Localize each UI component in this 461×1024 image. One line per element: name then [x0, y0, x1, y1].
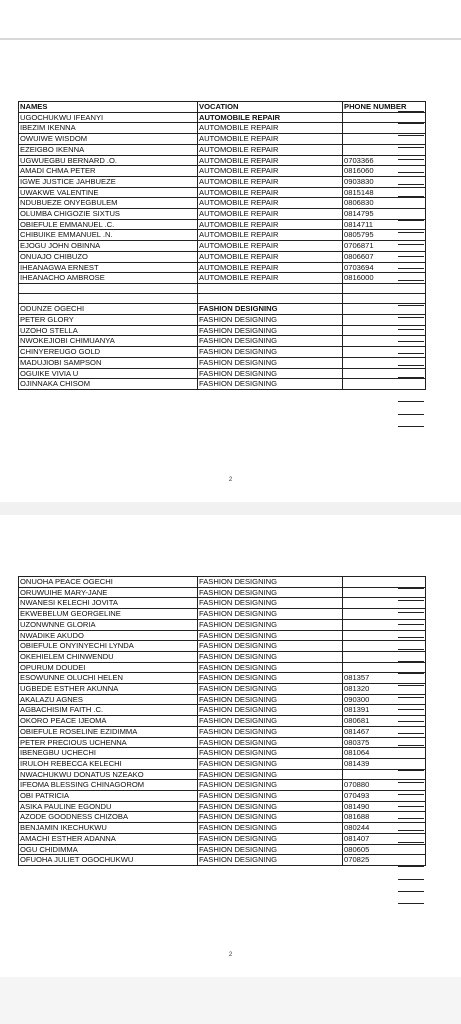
phone-cell: [343, 325, 426, 336]
table-row: [19, 716, 426, 727]
vocation-cell: FASHION DESIGNING: [198, 791, 343, 802]
vocation-cell: FASHION DESIGNING: [198, 304, 343, 315]
margin-rule: [398, 637, 424, 638]
phone-cell: 0816000: [343, 273, 426, 284]
vocation-cell: AUTOMOBILE REPAIR: [198, 219, 343, 230]
vocation-table-page-1: [18, 101, 426, 390]
table-row: [19, 209, 426, 220]
margin-rule: [398, 244, 424, 245]
vocation-cell: AUTOMOBILE REPAIR: [198, 187, 343, 198]
margin-rule: [398, 866, 424, 867]
vocation-cell: FASHION DESIGNING: [198, 812, 343, 823]
name-cell: UZONWNNE GLORIA: [19, 619, 198, 630]
vocation-cell: AUTOMOBILE REPAIR: [198, 198, 343, 209]
header-phone: PHONE NUMBER: [343, 102, 426, 113]
vocation-cell: FASHION DESIGNING: [198, 598, 343, 609]
margin-rule: [398, 317, 424, 318]
margin-rule: [398, 111, 424, 112]
name-cell: NWADIKE AKUDO: [19, 630, 198, 641]
top-page-edge: [0, 0, 461, 40]
document-page-2: [0, 515, 461, 977]
name-cell: AGBACHISIM FAITH .C.: [19, 705, 198, 716]
table-row: [19, 587, 426, 598]
table-row: [19, 705, 426, 716]
margin-rule: [398, 184, 424, 185]
table-row: [19, 368, 426, 379]
phone-cell: [343, 609, 426, 620]
table-row: [19, 241, 426, 252]
margin-rule: [398, 147, 424, 148]
margin-rule: [398, 353, 424, 354]
phone-cell: [343, 379, 426, 390]
margin-rule: [398, 612, 424, 613]
phone-cell: 0703694: [343, 262, 426, 273]
name-cell: EZEIGBO IKENNA: [19, 144, 198, 155]
name-cell: ODUNZE OGECHI: [19, 304, 198, 315]
name-cell: ORUWUIHE MARY-JANE: [19, 587, 198, 598]
vocation-cell: FASHION DESIGNING: [198, 336, 343, 347]
margin-rule: [398, 123, 424, 124]
name-cell: OFUOHA JULIET OGOCHUKWU: [19, 855, 198, 866]
name-cell: NWOKEJIOBI CHIMUANYA: [19, 336, 198, 347]
table-row: [19, 198, 426, 209]
name-cell: IRULOH REBECCA KELECHI: [19, 758, 198, 769]
vocation-cell: AUTOMOBILE REPAIR: [198, 155, 343, 166]
vocation-cell: FASHION DESIGNING: [198, 641, 343, 652]
margin-rule: [398, 576, 424, 577]
name-cell: AMADI CHMA PETER: [19, 166, 198, 177]
margin-rule: [398, 745, 424, 746]
vocation-cell: FASHION DESIGNING: [198, 694, 343, 705]
name-cell: EKWEBELUM GEORGELINE: [19, 609, 198, 620]
name-cell: OPURUM DOUDEI: [19, 662, 198, 673]
table-row: [19, 641, 426, 652]
page-gap-bottom: [0, 977, 461, 1024]
name-cell: ESOWUNNE OLUCHI HELEN: [19, 673, 198, 684]
margin-rule: [398, 414, 424, 415]
phone-cell: 081688: [343, 812, 426, 823]
vocation-cell: AUTOMOBILE REPAIR: [198, 123, 343, 134]
table-row: [19, 769, 426, 780]
margin-rule: [398, 389, 424, 390]
table-row: [19, 651, 426, 662]
margin-rule: [398, 649, 424, 650]
name-cell: ONUOHA PEACE OGECHI: [19, 577, 198, 588]
name-cell: EJOGU JOHN OBINNA: [19, 241, 198, 252]
vocation-cell: FASHION DESIGNING: [198, 630, 343, 641]
margin-rule: [398, 830, 424, 831]
table-row: [19, 823, 426, 834]
vocation-cell: AUTOMOBILE REPAIR: [198, 209, 343, 220]
table-row: [19, 357, 426, 368]
vocation-cell: FASHION DESIGNING: [198, 609, 343, 620]
phone-cell: 070493: [343, 791, 426, 802]
margin-rule: [398, 159, 424, 160]
phone-cell: 0806607: [343, 251, 426, 262]
margin-rule: [398, 842, 424, 843]
vocation-cell: FASHION DESIGNING: [198, 357, 343, 368]
table-header-row: [19, 102, 426, 113]
name-cell: CHINYEREUGO GOLD: [19, 347, 198, 358]
margin-rule: [398, 208, 424, 209]
name-cell: NWACHUKWU DONATUS NZEAKO: [19, 769, 198, 780]
name-cell: MADUJIOBI SAMPSON: [19, 357, 198, 368]
margin-rule: [398, 673, 424, 674]
table-row: [19, 844, 426, 855]
margin-rule: [398, 879, 424, 880]
name-cell: OBIEFULE ONYINYECHI LYNDA: [19, 641, 198, 652]
phone-cell: [343, 294, 426, 304]
header-vocation: VOCATION: [198, 102, 343, 113]
table-row: [19, 166, 426, 177]
name-cell: BENJAMIN IKECHUKWU: [19, 823, 198, 834]
vocation-cell: FASHION DESIGNING: [198, 780, 343, 791]
margin-rule: [398, 256, 424, 257]
name-cell: NDUBUEZE ONYEGBULEM: [19, 198, 198, 209]
margin-rule: [398, 661, 424, 662]
margin-rule: [398, 854, 424, 855]
margin-rule: [398, 172, 424, 173]
table-row: [19, 336, 426, 347]
name-cell: UWAKWE VALENTINE: [19, 187, 198, 198]
vocation-cell: FASHION DESIGNING: [198, 748, 343, 759]
phone-cell: 081439: [343, 758, 426, 769]
margin-rule: [398, 588, 424, 589]
vocation-cell: AUTOMOBILE REPAIR: [198, 251, 343, 262]
margin-rule: [398, 600, 424, 601]
table-row: [19, 283, 426, 293]
vocation-cell: [198, 294, 343, 304]
name-cell: UZOHO STELLA: [19, 325, 198, 336]
vocation-cell: FASHION DESIGNING: [198, 379, 343, 390]
margin-rule: [398, 401, 424, 402]
name-cell: IBEZIM IKENNA: [19, 123, 198, 134]
table-row: [19, 662, 426, 673]
margin-rule: [398, 818, 424, 819]
table-row: [19, 294, 426, 304]
margin-rule: [398, 794, 424, 795]
margin-rule: [398, 268, 424, 269]
phone-cell: 081357: [343, 673, 426, 684]
table-row: [19, 855, 426, 866]
phone-cell: 081064: [343, 748, 426, 759]
margin-rule: [398, 697, 424, 698]
table-row: [19, 630, 426, 641]
table-row: [19, 673, 426, 684]
vocation-cell: FASHION DESIGNING: [198, 368, 343, 379]
margin-rule: [398, 196, 424, 197]
phone-cell: 070825: [343, 855, 426, 866]
page-number: 2: [228, 952, 233, 958]
table-row: [19, 758, 426, 769]
vocation-cell: FASHION DESIGNING: [198, 619, 343, 630]
vocation-cell: AUTOMOBILE REPAIR: [198, 144, 343, 155]
table-row: [19, 347, 426, 358]
header-names: NAMES: [19, 102, 198, 113]
vocation-cell: FASHION DESIGNING: [198, 855, 343, 866]
vocation-cell: FASHION DESIGNING: [198, 833, 343, 844]
name-cell: UGBEDE ESTHER AKUNNA: [19, 684, 198, 695]
name-cell: IHEANAGWA ERNEST: [19, 262, 198, 273]
table-row: [19, 801, 426, 812]
phone-cell: [343, 144, 426, 155]
name-cell: AMACHI ESTHER ADANNA: [19, 833, 198, 844]
vocation-cell: AUTOMOBILE REPAIR: [198, 134, 343, 145]
name-cell: AKALAZU AGNES: [19, 694, 198, 705]
name-cell: AZODE GOODNESS CHIZOBA: [19, 812, 198, 823]
margin-rule: [398, 758, 424, 759]
phone-cell: 081467: [343, 726, 426, 737]
margin-rule: [398, 293, 424, 294]
name-cell: NWANESI KELECHI JOVITA: [19, 598, 198, 609]
name-cell: CHIBUIKE EMMANUEL .N.: [19, 230, 198, 241]
vocation-cell: FASHION DESIGNING: [198, 823, 343, 834]
vocation-cell: FASHION DESIGNING: [198, 577, 343, 588]
name-cell: OBIEFULE ROSELINE EZIDIMMA: [19, 726, 198, 737]
phone-cell: 090300: [343, 694, 426, 705]
vocation-table-page-2: [18, 576, 426, 866]
phone-cell: 080605: [343, 844, 426, 855]
vocation-cell: FASHION DESIGNING: [198, 769, 343, 780]
table-row: [19, 726, 426, 737]
vocation-cell: FASHION DESIGNING: [198, 801, 343, 812]
margin-rule: [398, 329, 424, 330]
name-cell: ONUAJO CHIBUZO: [19, 251, 198, 262]
name-cell: OJINNAKA CHISOM: [19, 379, 198, 390]
margin-rule: [398, 721, 424, 722]
margin-rule: [398, 770, 424, 771]
vocation-cell: FASHION DESIGNING: [198, 673, 343, 684]
phone-cell: 081407: [343, 833, 426, 844]
table-row: [19, 737, 426, 748]
document-page-1: [0, 40, 461, 502]
name-cell: OKEHIELEM CHINWENDU: [19, 651, 198, 662]
vocation-cell: FASHION DESIGNING: [198, 705, 343, 716]
table-row: [19, 812, 426, 823]
table-row: [19, 577, 426, 588]
phone-cell: 0815148: [343, 187, 426, 198]
table-row: [19, 134, 426, 145]
name-cell: PETER GLORY: [19, 315, 198, 326]
vocation-cell: FASHION DESIGNING: [198, 844, 343, 855]
phone-cell: [343, 112, 426, 123]
margin-rule: [398, 341, 424, 342]
table-row: [19, 780, 426, 791]
phone-cell: 080681: [343, 716, 426, 727]
vocation-cell: AUTOMOBILE REPAIR: [198, 262, 343, 273]
vocation-cell: FASHION DESIGNING: [198, 315, 343, 326]
name-cell: OLUMBA CHIGOZIE SIXTUS: [19, 209, 198, 220]
phone-cell: 081490: [343, 801, 426, 812]
phone-cell: 0814711: [343, 219, 426, 230]
phone-cell: 0706871: [343, 241, 426, 252]
phone-cell: 0805795: [343, 230, 426, 241]
vocation-cell: FASHION DESIGNING: [198, 758, 343, 769]
name-cell: OGU CHIDIMMA: [19, 844, 198, 855]
table-row: [19, 833, 426, 844]
page-gap: [0, 502, 461, 515]
vocation-cell: AUTOMOBILE REPAIR: [198, 241, 343, 252]
vocation-cell: AUTOMOBILE REPAIR: [198, 176, 343, 187]
phone-cell: [343, 769, 426, 780]
name-cell: UGWUEGBU BERNARD .O.: [19, 155, 198, 166]
phone-cell: 0806830: [343, 198, 426, 209]
table-row: [19, 176, 426, 187]
vocation-cell: AUTOMOBILE REPAIR: [198, 112, 343, 123]
name-cell: OKORO PEACE IJEOMA: [19, 716, 198, 727]
phone-cell: 070880: [343, 780, 426, 791]
table-row: [19, 684, 426, 695]
name-cell: [19, 294, 198, 304]
name-cell: ASIKA PAULINE EGONDU: [19, 801, 198, 812]
name-cell: OGUIKE VIVIA U: [19, 368, 198, 379]
name-cell: [19, 283, 198, 293]
table-row: [19, 315, 426, 326]
vocation-cell: [198, 283, 343, 293]
table-row: [19, 112, 426, 123]
phone-cell: [343, 357, 426, 368]
table-row: [19, 123, 426, 134]
table-row: [19, 694, 426, 705]
margin-rule: [398, 220, 424, 221]
phone-cell: 081391: [343, 705, 426, 716]
vocation-cell: FASHION DESIGNING: [198, 347, 343, 358]
table-row: [19, 219, 426, 230]
vocation-cell: FASHION DESIGNING: [198, 325, 343, 336]
name-cell: IBENEGBU UCHECHI: [19, 748, 198, 759]
name-cell: IFEOMA BLESSING CHINAGOROM: [19, 780, 198, 791]
vocation-cell: AUTOMOBILE REPAIR: [198, 230, 343, 241]
margin-rule: [398, 365, 424, 366]
phone-cell: 0703366: [343, 155, 426, 166]
name-cell: UGOCHUKWU IFEANYI: [19, 112, 198, 123]
phone-cell: [343, 123, 426, 134]
page-number: 2: [228, 477, 233, 483]
name-cell: PETER PRECIOUS UCHENNA: [19, 737, 198, 748]
vocation-cell: FASHION DESIGNING: [198, 726, 343, 737]
table-row: [19, 262, 426, 273]
margin-rule: [398, 135, 424, 136]
margin-rule: [398, 624, 424, 625]
table-row: [19, 379, 426, 390]
vocation-cell: AUTOMOBILE REPAIR: [198, 273, 343, 284]
vocation-cell: FASHION DESIGNING: [198, 684, 343, 695]
table-row: [19, 791, 426, 802]
table-row: [19, 598, 426, 609]
phone-cell: [343, 630, 426, 641]
name-cell: OWUIWE WISDOM: [19, 134, 198, 145]
vocation-cell: FASHION DESIGNING: [198, 587, 343, 598]
margin-rule: [398, 891, 424, 892]
vocation-cell: FASHION DESIGNING: [198, 737, 343, 748]
table-row: [19, 619, 426, 630]
vocation-cell: FASHION DESIGNING: [198, 662, 343, 673]
table-row: [19, 273, 426, 284]
table-row: [19, 251, 426, 262]
table-row: [19, 325, 426, 336]
margin-rule: [398, 733, 424, 734]
phone-cell: 0816060: [343, 166, 426, 177]
name-cell: IGWE JUSTICE JAHBUEZE: [19, 176, 198, 187]
table-row: [19, 230, 426, 241]
margin-rule: [398, 685, 424, 686]
name-cell: OBIEFULE EMMANUEL .C.: [19, 219, 198, 230]
table-row: [19, 187, 426, 198]
margin-rule: [398, 426, 424, 427]
phone-cell: 080244: [343, 823, 426, 834]
name-cell: OBI PATRICIA: [19, 791, 198, 802]
margin-rule: [398, 806, 424, 807]
table-row: [19, 304, 426, 315]
margin-rule: [398, 903, 424, 904]
margin-rule: [398, 305, 424, 306]
table-row: [19, 748, 426, 759]
phone-cell: 081320: [343, 684, 426, 695]
table-row: [19, 609, 426, 620]
vocation-cell: AUTOMOBILE REPAIR: [198, 166, 343, 177]
phone-cell: [343, 347, 426, 358]
name-cell: IHEANACHO AMBROSE: [19, 273, 198, 284]
vocation-cell: FASHION DESIGNING: [198, 716, 343, 727]
margin-rule: [398, 232, 424, 233]
phone-cell: [343, 662, 426, 673]
phone-cell: 080375: [343, 737, 426, 748]
vocation-cell: FASHION DESIGNING: [198, 651, 343, 662]
phone-cell: [343, 577, 426, 588]
phone-cell: 0814795: [343, 209, 426, 220]
margin-rule: [398, 280, 424, 281]
phone-cell: 0903830: [343, 176, 426, 187]
margin-rule: [398, 782, 424, 783]
table-row: [19, 144, 426, 155]
margin-rule: [398, 709, 424, 710]
table-row: [19, 155, 426, 166]
margin-rule: [398, 377, 424, 378]
phone-cell: [343, 641, 426, 652]
